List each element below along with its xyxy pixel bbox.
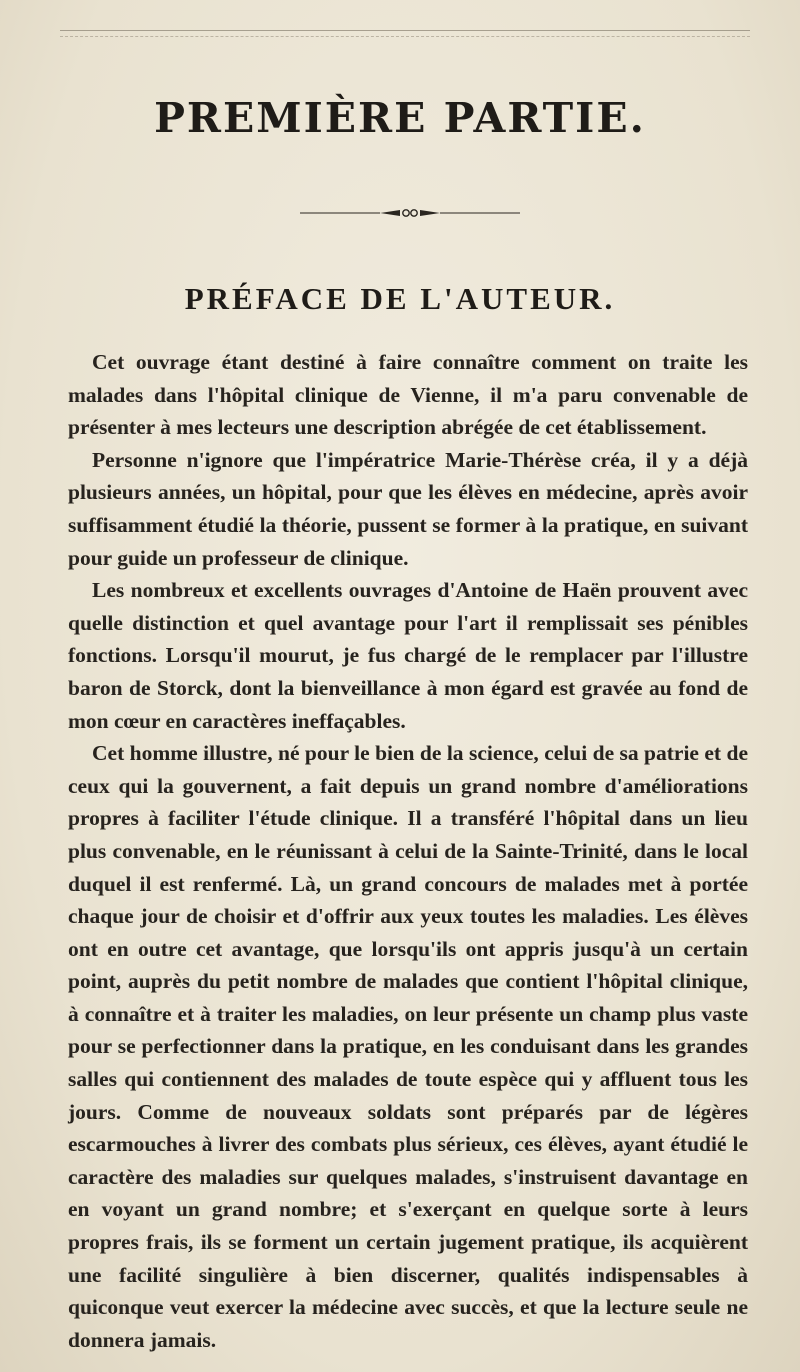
paragraph: Cet homme illustre, né pour le bien de la science, celui de sa patrie et de ceux qui la gouvernent, a fait depuis un grand nombre d'améliorations propres à faciliter l'étude clinique. Il a transféré l'hôpital dans un lieu plus convenable, en le réunissant à celui de la Sainte-Trinité, dans le local duquel il est renfermé. Là, un grand concours de malades met à portée chaque jour de choisir et d'offrir aux yeux toutes les maladies. Les élèves ont en outre cet avantage, que lorsqu'ils ont appris jusqu'à un certain point, auprès du petit nombre de malades que contient l'hôpital clinique, à connaître et à traiter les maladies, on leur présente un champ plus vaste pour se perfectionner dans la pratique, en les conduisant dans les grandes salles qui contiennent des malades de toute espèce qui y affluent tous les jours. Comme de nouveaux soldats sont préparés par de légères escarmouches à livrer des combats plus sérieux, ces élèves, ayant étudié le caractère des maladies sur quelques malades, s'instruisent davantage en en voyant un grand nombre; et s'exerçant en quelque sorte à leurs propres frais, ils se forment un certain jugement pratique, ils acquièrent une facilité singulière à bien discerner, qualités indispensables à quiconque veut exercer la médecine avec succès, et que la lecture seule ne donnera jamais.	[68, 741, 748, 1352]
ornamental-rule-icon	[300, 207, 520, 219]
preface-title: PRÉFACE DE L'AUTEUR.	[184, 281, 616, 316]
paragraph: Personne n'ignore que l'impératrice Marie-Thérèse créa, il y a déjà plusieurs années, un hôpital, pour que les élèves en médecine, après avoir suffisamment étudié la théorie, pussent se former à la pratique, en suivant pour guide un professeur de clinique.	[68, 447, 748, 570]
top-edge-rule	[60, 30, 750, 37]
part-title: PREMIÈRE PARTIE.	[154, 94, 646, 142]
paragraph: Cet ouvrage étant destiné à faire connaître comment on traite les malades dans l'hôpital clinique de Vienne, il m'a paru convenable de présenter à mes lecteurs une description abrégée de cet établissement.	[68, 350, 748, 440]
body-text	[68, 346, 748, 1356]
paragraph: Les nombreux et excellents ouvrages d'Antoine de Haën prouvent avec quelle distinction et quel avantage pour l'art il remplissait ses pénibles fonctions. Lorsqu'il mourut, je fus chargé de le remplacer par l'illustre baron de Storck, dont la bienveillance à mon égard est gravée au fond de mon cœur en caractères ineffaçables.	[68, 578, 748, 733]
